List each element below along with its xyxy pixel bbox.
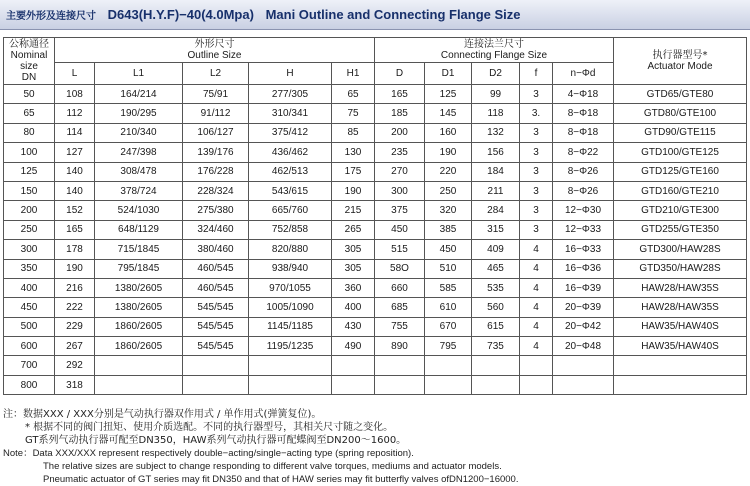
- cell-L2: 460/545: [183, 278, 249, 297]
- cell-H: 752/858: [249, 220, 332, 239]
- cell-H1: 190: [332, 181, 375, 200]
- cell-D2: 132: [472, 123, 520, 142]
- cell-f: 4: [520, 240, 553, 259]
- note-en-2: The relative sizes are subject to change responding to different valve torques, mediums and actuator models.: [43, 461, 502, 472]
- cell-D: 685: [375, 298, 425, 317]
- notes: [3, 408, 747, 486]
- cell-D2: 465: [472, 259, 520, 278]
- cell-D1: 320: [425, 201, 472, 220]
- cell-f: 4: [520, 278, 553, 297]
- cell-D1: 190: [425, 143, 472, 162]
- cell-D: 165: [375, 85, 425, 104]
- cell-D: 235: [375, 143, 425, 162]
- cell-actuator: GTD125/GTE160: [614, 162, 747, 181]
- cell-L2: 106/127: [183, 123, 249, 142]
- title-cn: 主要外形及连接尺寸: [6, 11, 96, 22]
- cell-n-phi-d: 20−Φ39: [553, 298, 614, 317]
- cell-actuator: [614, 375, 747, 394]
- cell-L: 112: [55, 104, 95, 123]
- cell-L2: 75/91: [183, 85, 249, 104]
- cell-n-phi-d: 8−Φ26: [553, 162, 614, 181]
- cell-n-phi-d: 12−Φ30: [553, 201, 614, 220]
- cell-f: 3: [520, 162, 553, 181]
- cell-f: 4: [520, 259, 553, 278]
- table-body: [4, 85, 747, 395]
- cell-L1: 164/214: [95, 85, 183, 104]
- cell-L1: 210/340: [95, 123, 183, 142]
- table-row: [4, 201, 747, 220]
- cell-D: 660: [375, 278, 425, 297]
- cell-n-phi-d: 20−Φ48: [553, 337, 614, 356]
- cell-D2: 118: [472, 104, 520, 123]
- cell-H: 938/940: [249, 259, 332, 278]
- cell-dn: 350: [4, 259, 55, 278]
- cell-dn: 400: [4, 278, 55, 297]
- cell-L: 108: [55, 85, 95, 104]
- cell-D: 755: [375, 317, 425, 336]
- cell-n-phi-d: 8−Φ22: [553, 143, 614, 162]
- cell-H: [249, 356, 332, 375]
- cell-L: 152: [55, 201, 95, 220]
- header-actuator-mode: 执行器型号* Actuator Mode: [614, 38, 747, 85]
- cell-L2: 460/545: [183, 259, 249, 278]
- cell-L1: [95, 375, 183, 394]
- cell-n-phi-d: 8−Φ18: [553, 123, 614, 142]
- cell-D2: 735: [472, 337, 520, 356]
- table-row: [4, 337, 747, 356]
- cell-D2: 156: [472, 143, 520, 162]
- cell-actuator: HAW28/HAW35S: [614, 298, 747, 317]
- cell-H: 436/462: [249, 143, 332, 162]
- cell-f: 4: [520, 317, 553, 336]
- table-row: [4, 181, 747, 200]
- cell-L: 229: [55, 317, 95, 336]
- cell-dn: 500: [4, 317, 55, 336]
- cell-L: 140: [55, 181, 95, 200]
- cell-n-phi-d: [553, 356, 614, 375]
- cell-D2: 560: [472, 298, 520, 317]
- cell-D: 450: [375, 220, 425, 239]
- cell-H1: 265: [332, 220, 375, 239]
- note-cn-1: 注：数据XXX / XXX分别是气动执行器双作用式 / 单作用式(弹簧复位)。: [3, 409, 322, 420]
- cell-actuator: GTD80/GTE100: [614, 104, 747, 123]
- cell-H: 665/760: [249, 201, 332, 220]
- cell-f: 3: [520, 181, 553, 200]
- cell-H1: [332, 356, 375, 375]
- table-row: [4, 143, 747, 162]
- cell-L2: 545/545: [183, 317, 249, 336]
- cell-D2: [472, 375, 520, 394]
- cell-L: 267: [55, 337, 95, 356]
- cell-L: 114: [55, 123, 95, 142]
- note-en-1: Note：Data XXX/XXX represent respectively double−acting/single−acting type (spring reposition).: [3, 448, 414, 459]
- cell-L: 292: [55, 356, 95, 375]
- cell-n-phi-d: 12−Φ33: [553, 220, 614, 239]
- title-en: Mani Outline and Connecting Flange Size: [265, 7, 521, 22]
- cell-dn: 200: [4, 201, 55, 220]
- cell-L1: 190/295: [95, 104, 183, 123]
- cell-H: 543/615: [249, 181, 332, 200]
- cell-L1: 715/1845: [95, 240, 183, 259]
- cell-actuator: GTD160/GTE210: [614, 181, 747, 200]
- header-H1: H1: [332, 63, 375, 85]
- cell-H1: 305: [332, 259, 375, 278]
- table-row: [4, 104, 747, 123]
- cell-f: 3: [520, 143, 553, 162]
- cell-H1: 75: [332, 104, 375, 123]
- cell-dn: 65: [4, 104, 55, 123]
- cell-L1: 648/1129: [95, 220, 183, 239]
- cell-dn: 150: [4, 181, 55, 200]
- cell-n-phi-d: 8−Φ26: [553, 181, 614, 200]
- cell-f: [520, 356, 553, 375]
- cell-L2: [183, 356, 249, 375]
- cell-D: [375, 375, 425, 394]
- cell-H1: 175: [332, 162, 375, 181]
- cell-actuator: [614, 356, 747, 375]
- cell-L2: 228/324: [183, 181, 249, 200]
- cell-f: [520, 375, 553, 394]
- cell-D1: 145: [425, 104, 472, 123]
- cell-n-phi-d: 16−Φ36: [553, 259, 614, 278]
- cell-D1: 610: [425, 298, 472, 317]
- cell-D1: 585: [425, 278, 472, 297]
- cell-H1: 360: [332, 278, 375, 297]
- note-cn-3: GT系列气动执行器可配至DN350，HAW系列气动执行器可配蝶阀至DN200～1600。: [25, 435, 407, 446]
- cell-actuator: HAW28/HAW35S: [614, 278, 747, 297]
- cell-n-phi-d: [553, 375, 614, 394]
- cell-D2: 99: [472, 85, 520, 104]
- cell-actuator: GTD90/GTE115: [614, 123, 747, 142]
- cell-f: 3: [520, 85, 553, 104]
- spec-table: [3, 37, 747, 395]
- cell-dn: 300: [4, 240, 55, 259]
- cell-L1: 378/724: [95, 181, 183, 200]
- cell-actuator: GTD300/HAW28S: [614, 240, 747, 259]
- cell-L1: 795/1845: [95, 259, 183, 278]
- cell-D: 200: [375, 123, 425, 142]
- cell-H: [249, 375, 332, 394]
- cell-L: 190: [55, 259, 95, 278]
- table-row: [4, 317, 747, 336]
- cell-L: 222: [55, 298, 95, 317]
- cell-L2: 380/460: [183, 240, 249, 259]
- cell-H1: 85: [332, 123, 375, 142]
- cell-n-phi-d: 8−Φ18: [553, 104, 614, 123]
- cell-D2: 409: [472, 240, 520, 259]
- cell-L2: 176/228: [183, 162, 249, 181]
- cell-H: 1005/1090: [249, 298, 332, 317]
- header-n-phi-d: n−Φd: [553, 63, 614, 85]
- cell-D2: [472, 356, 520, 375]
- cell-n-phi-d: 4−Φ18: [553, 85, 614, 104]
- cell-f: 3: [520, 201, 553, 220]
- cell-L: 178: [55, 240, 95, 259]
- cell-f: 3: [520, 220, 553, 239]
- cell-H: 277/305: [249, 85, 332, 104]
- cell-n-phi-d: 20−Φ42: [553, 317, 614, 336]
- cell-actuator: GTD100/GTE125: [614, 143, 747, 162]
- cell-L1: 1380/2605: [95, 298, 183, 317]
- cell-n-phi-d: 16−Φ33: [553, 240, 614, 259]
- cell-D1: 160: [425, 123, 472, 142]
- cell-H1: [332, 375, 375, 394]
- header-D2: D2: [472, 63, 520, 85]
- cell-actuator: GTD255/GTE350: [614, 220, 747, 239]
- cell-L2: 324/460: [183, 220, 249, 239]
- cell-L1: 308/478: [95, 162, 183, 181]
- table-row: [4, 162, 747, 181]
- cell-H: 310/341: [249, 104, 332, 123]
- cell-dn: 450: [4, 298, 55, 317]
- cell-D: 515: [375, 240, 425, 259]
- cell-L: 318: [55, 375, 95, 394]
- cell-dn: 700: [4, 356, 55, 375]
- cell-D1: [425, 375, 472, 394]
- cell-D: 185: [375, 104, 425, 123]
- cell-actuator: GTD65/GTE80: [614, 85, 747, 104]
- cell-dn: 80: [4, 123, 55, 142]
- cell-L2: 91/112: [183, 104, 249, 123]
- table-row: [4, 298, 747, 317]
- cell-H: 462/513: [249, 162, 332, 181]
- cell-actuator: GTD350/HAW28S: [614, 259, 747, 278]
- cell-H: 820/880: [249, 240, 332, 259]
- table-row: [4, 259, 747, 278]
- cell-H: 1145/1185: [249, 317, 332, 336]
- cell-D2: 211: [472, 181, 520, 200]
- cell-f: 3: [520, 123, 553, 142]
- cell-D2: 284: [472, 201, 520, 220]
- cell-L2: [183, 375, 249, 394]
- cell-D1: 795: [425, 337, 472, 356]
- cell-D1: 250: [425, 181, 472, 200]
- cell-D: 375: [375, 201, 425, 220]
- header-H: H: [249, 63, 332, 85]
- cell-L1: 524/1030: [95, 201, 183, 220]
- table-row: [4, 220, 747, 239]
- cell-H1: 430: [332, 317, 375, 336]
- cell-D2: 315: [472, 220, 520, 239]
- cell-H1: 215: [332, 201, 375, 220]
- cell-D: [375, 356, 425, 375]
- cell-H: 970/1055: [249, 278, 332, 297]
- header-f: f: [520, 63, 553, 85]
- cell-D1: 220: [425, 162, 472, 181]
- header-L2: L2: [183, 63, 249, 85]
- title-model: D643(H.Y.F)−40(4.0Mpa): [107, 7, 254, 22]
- cell-L2: 139/176: [183, 143, 249, 162]
- cell-L: 165: [55, 220, 95, 239]
- table-row: [4, 375, 747, 394]
- header-nominal-size: 公称通径 Nominal size DN: [4, 38, 55, 85]
- cell-dn: 600: [4, 337, 55, 356]
- cell-H1: 490: [332, 337, 375, 356]
- cell-D1: 450: [425, 240, 472, 259]
- note-en-3: Pneumatic actuator of GT series may fit DN350 and that of HAW series may fit butterfly valves ofDN1200−16000.: [43, 474, 519, 485]
- cell-L2: 545/545: [183, 337, 249, 356]
- cell-f: 4: [520, 337, 553, 356]
- cell-n-phi-d: 16−Φ39: [553, 278, 614, 297]
- cell-dn: 800: [4, 375, 55, 394]
- header-L: L: [55, 63, 95, 85]
- cell-L: 140: [55, 162, 95, 181]
- header-outline-size: 外形尺寸 Outline Size: [55, 38, 375, 63]
- table-row: [4, 278, 747, 297]
- cell-D: 890: [375, 337, 425, 356]
- cell-L1: 247/398: [95, 143, 183, 162]
- header-D: D: [375, 63, 425, 85]
- header-L1: L1: [95, 63, 183, 85]
- cell-D1: 670: [425, 317, 472, 336]
- header-flange-size: 连接法兰尺寸 Connecting Flange Size: [375, 38, 614, 63]
- cell-D: 270: [375, 162, 425, 181]
- title-bar: [0, 0, 750, 30]
- cell-D2: 535: [472, 278, 520, 297]
- cell-L2: 545/545: [183, 298, 249, 317]
- cell-D2: 184: [472, 162, 520, 181]
- cell-f: 4: [520, 298, 553, 317]
- cell-D: 58O: [375, 259, 425, 278]
- cell-L: 216: [55, 278, 95, 297]
- cell-H1: 65: [332, 85, 375, 104]
- cell-H1: 130: [332, 143, 375, 162]
- cell-actuator: GTD210/GTE300: [614, 201, 747, 220]
- header-D1: D1: [425, 63, 472, 85]
- table-row: [4, 123, 747, 142]
- cell-dn: 125: [4, 162, 55, 181]
- cell-actuator: HAW35/HAW40S: [614, 317, 747, 336]
- cell-H1: 305: [332, 240, 375, 259]
- cell-L1: 1380/2605: [95, 278, 183, 297]
- cell-D: 300: [375, 181, 425, 200]
- cell-D1: 510: [425, 259, 472, 278]
- cell-dn: 100: [4, 143, 55, 162]
- cell-L1: 1860/2605: [95, 337, 183, 356]
- cell-actuator: HAW35/HAW40S: [614, 337, 747, 356]
- cell-L1: 1860/2605: [95, 317, 183, 336]
- cell-dn: 250: [4, 220, 55, 239]
- cell-D1: 385: [425, 220, 472, 239]
- cell-D1: 125: [425, 85, 472, 104]
- cell-H: 1195/1235: [249, 337, 332, 356]
- cell-L: 127: [55, 143, 95, 162]
- cell-H1: 400: [332, 298, 375, 317]
- cell-H: 375/412: [249, 123, 332, 142]
- cell-D2: 615: [472, 317, 520, 336]
- table-row: [4, 356, 747, 375]
- table-row: [4, 240, 747, 259]
- cell-L2: 275/380: [183, 201, 249, 220]
- note-cn-2: * 根据不同的阀门扭矩、使用介质选配。不同的执行器型号，其相关尺寸随之变化。: [25, 422, 394, 433]
- table-row: [4, 85, 747, 104]
- cell-D1: [425, 356, 472, 375]
- cell-f: 3.: [520, 104, 553, 123]
- cell-dn: 50: [4, 85, 55, 104]
- cell-L1: [95, 356, 183, 375]
